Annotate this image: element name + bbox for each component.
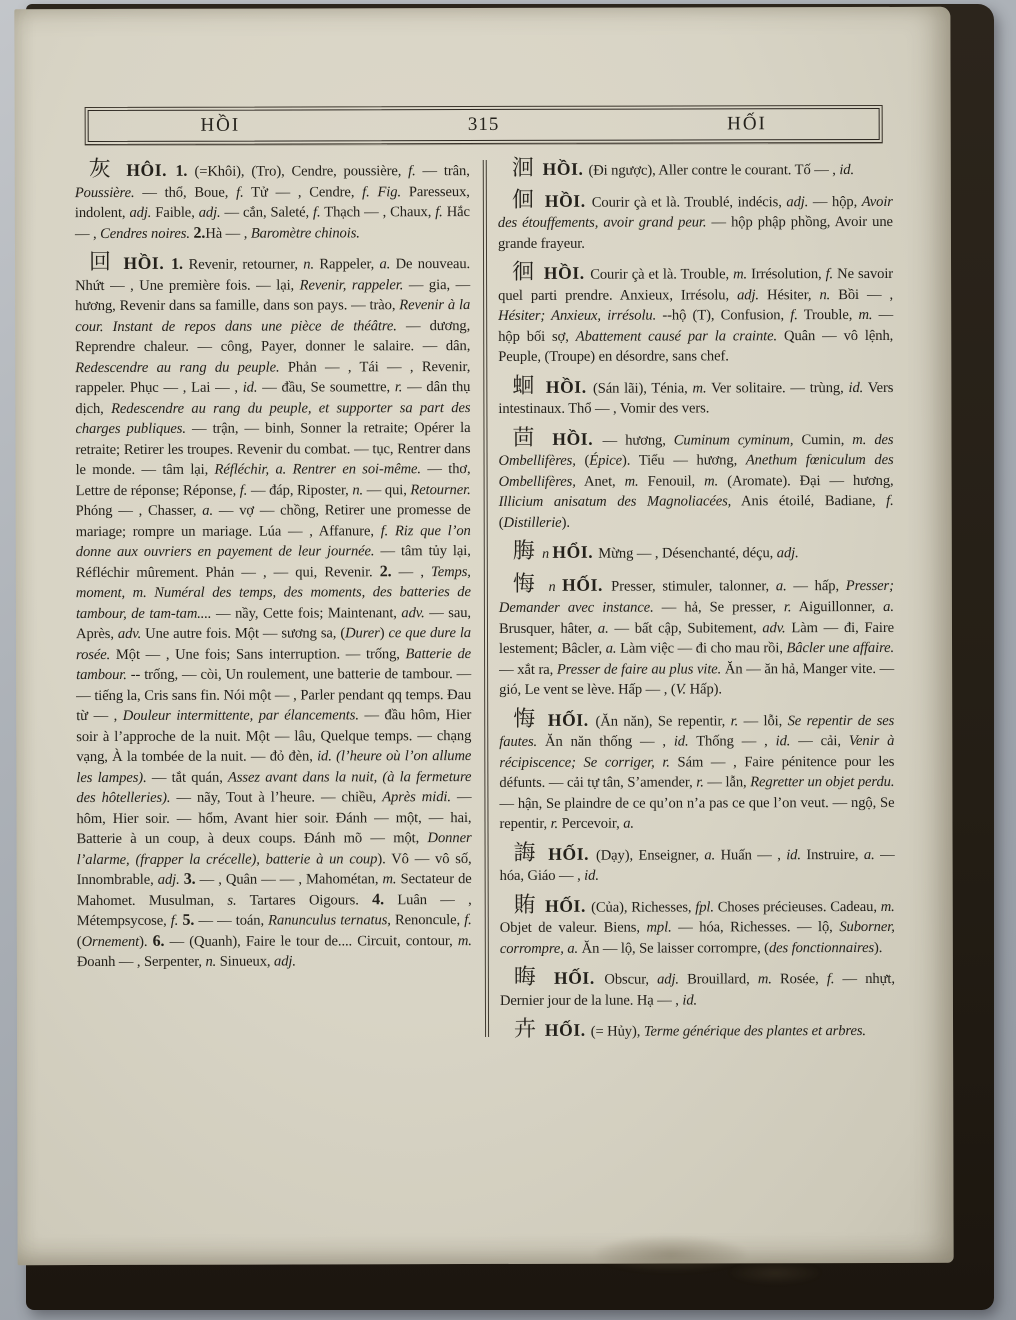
- headword: HỐI.: [540, 709, 596, 730]
- page-content: [14, 7, 953, 1044]
- column-right: [498, 157, 895, 1043]
- dictionary-entry: 蛔 HỒI. (Sán lãi), Ténia, m. Ver solitaire. — trùng, id. Vers intestinaux. Thổ — , Vomir des vers.: [498, 373, 894, 417]
- dictionary-page: [14, 7, 953, 1265]
- headword-character: 晦: [513, 964, 541, 990]
- page-smudge: [596, 1236, 746, 1272]
- dictionary-entry: 灰 HÔI. 1. (=Khôi), (Tro), Cendre, poussière, f. — trân, Poussière. — thổ, Boue, f. Tử — , Cendre, f. Fig. Paresseux, indolent, adj. Faible, adj. — cắn, Saleté, f. Thạch — , Chaux, f. Hắc — , Cendres noires. 2.Hà — , Baromètre chinois.: [74, 156, 470, 242]
- headword-character: 回: [88, 249, 113, 276]
- dictionary-entry: 悔 HỐI. (Ăn năn), Se repentir, r. — lỗi, Se repentir de ses fautes. Ăn năn thống — , id. Thống — , id. — cải, Venir à récipiscence; Se corriger, r. Sám — , Faire pénitence pour les défunts. — cải tự tân, S’amender, r. — lẫn, Regretter un objet perdu. — hận, Se plaindre de ce qu’on n’a pas ce que l’on veut. — ngộ, Se repentir, r. Percevoir, a.: [499, 706, 895, 832]
- headword: HỐI.: [562, 574, 612, 595]
- dictionary-entry: 佪 HỒI. Courir çà et là. Troublé, indécis, adj. — hộp, Avoir des étouffements, avoir grand peur. — hộp phập phồng, Avoir une grande frayeur.: [497, 187, 893, 252]
- headword-character: 蛔: [512, 373, 536, 399]
- headword-character: 悔: [512, 571, 539, 597]
- text-columns: [75, 157, 895, 1044]
- headword: HỐI.: [541, 843, 596, 864]
- headword-character: 悔: [513, 706, 538, 732]
- nom-marker: n: [541, 579, 563, 595]
- headword-character: 徊: [512, 259, 535, 285]
- headword-character: 洄: [511, 155, 534, 181]
- dictionary-entry: 卉 HỐI. (= Hủy), Terme générique des plantes et arbres.: [513, 1016, 866, 1042]
- headword-character: 賄: [513, 892, 536, 918]
- dictionary-entry: 悔 n HỐI. Presser, stimuler, talonner, a. — hấp, Presser; Demander avec instance. — hả, Se presser, r. Aiguillonner, a. Brusquer, hâter, a. — bất cập, Subitement, adv. Làm — đi, Faire lestement; Bâcler, a. Làm việc — đi cho mau rồi, Bâcler une affaire. — xắt ra, Presser de faire au plus vite. Ăn — ăn hả, Manger vite. — gió, Le vent se lève. Hấp — , (V. Hấp).: [498, 571, 895, 698]
- headword: HỒI.: [537, 158, 589, 179]
- running-header: [85, 105, 883, 145]
- headword-character: 茴: [512, 425, 539, 451]
- headword: HỒI.: [538, 190, 592, 211]
- headword-character: 誨: [513, 840, 538, 866]
- dictionary-entry: 徊 HỒI. Courir çà et là. Trouble, m. Irrésolution, f. Ne savoir quel parti prendre. Anxieux, Irrésolu, adj. Hésiter, n. Bồi — , Hésiter; Anxieux, irrésolu. --hộ (T), Confusion, f. Trouble, m. — hộp bối sợ, Abattement causé par la crainte. Quân — vô lệnh, Peuple, (Troupe) en désordre, sans chef.: [498, 259, 894, 365]
- header-left-title: HỒI: [200, 114, 241, 136]
- page-smudge: [730, 1262, 820, 1284]
- headword: HỒI.: [538, 262, 591, 283]
- dictionary-entry: 晦 HỐI. Obscur, adj. Brouillard, m. Rosée, f. — nhựt, Dernier jour de la lune. Hạ — , id.: [499, 964, 895, 1009]
- headword-character: 佪: [511, 187, 535, 213]
- dictionary-entry: 誨 HỐI. (Dạy), Enseigner, a. Huấn — , id. Instruire, a. — hóa, Giáo — , id.: [499, 840, 895, 884]
- column-divider-rule: [483, 160, 489, 1037]
- headword: HỐI.: [539, 895, 592, 916]
- headword: HÔI.: [117, 159, 176, 180]
- dictionary-entry: 茴 HỒI. — hương, Cuminum cyminum, Cumin, m. des Ombellifères, (Épice). Tiểu — hương, Anethum fœniculum des Ombellifères, Anet, m. Fenouil, m. (Aromate). Đại — hương, Illicium anisatum des Magnoliacées, Anis étoilé, Badiane, f. (Distillerie).: [498, 425, 894, 531]
- headword: HỒI.: [539, 376, 593, 397]
- headword: HỒI.: [542, 428, 603, 449]
- headword: HỔI.: [552, 541, 599, 562]
- dictionary-entry: 洄 HỒI. (Đi ngược), Aller contre le courant. Tố — , id.: [511, 155, 855, 181]
- headword: HỒI.: [116, 252, 172, 273]
- headword: HỐI.: [539, 1019, 591, 1040]
- column-left: [75, 158, 472, 1044]
- headword: HỐI.: [544, 967, 605, 988]
- page-number: 315: [467, 113, 500, 136]
- nom-marker: n: [538, 546, 553, 562]
- running-header-inner: [88, 108, 880, 142]
- dictionary-entry: 回 HỒI. 1. Revenir, retourner, n. Rappeler, a. De nouveau. Nhứt — , Une première fois. — lại, Revenir, rappeler. — gia, — hương, Revenir dans sa famille, dans son pays. — trào, Revenir à la cour. Instant de repos dans une pièce de théâtre. — dương, Reprendre chaleur. — công, Payer, donner le salaire. — dân, Redescendre au rang du peuple. Phản — , Tái — , Revenir, rappeler. Phục — , Lai — , id. — đầu, Se soumettre, r. — dân thụ dịch, Redescendre au rang du peuple, et supporter sa part des charges publiques. — trận, — binh, Sonner la retraite; Opérer la retraite; Retirer les troupes. Revenir du combat. — tục, Rentrer dans le monde. — tâm lại, Réfléchir, a. Rentrer en soi-même. — thơ, Lettre de réponse; Réponse, f. — đáp, Riposter, n. — qui, Retourner. Phóng — , Chasser, a. — vợ — chồng, Retirer une promesse de mariage; rompre un mariage. Lúa — , Affanure, f. Riz que l’on donne aux ouvriers en payement de leur journée. — tâm tủy lại, Réfléchir mûrement. Phản — , — qui, Revenir. 2. — , Temps, moment, m. Numéral des temps, des moments, des batteries de tambour, de tam-tam.... — nầy, Cette fois; Maintenant, adv. — sau, Après, adv. Une autre fois. Một — sương sa, (Durer) ce que dure la rosée. Một — , Une fois; Sans interruption. — trống, Batterie de tambour. -- trống, — còi, Un roulement, une batterie de tambour. — — tiếng la, Cris sans fin. Nói một — , Parler pendant qq temps. Đau từ — , Douleur intermittente, par élancements. — đầu hôm, Hier soir à l’approche de la nuit. Một — lâu, Quelque temps. — chạng vạng, À la tombée de la nuit. — đỏ đèn, id. (l’heure où l’on allume les lampes). — tắt quán, Assez avant dans la nuit, (à la fermeture des hôtelleries). — nãy, Tout à l’heure. — chiều, Après midi. — hôm, Hier soir. — hổm, Avant hier soir. Đánh — một, — hai, Batterie à un coup, à deux coups. Đánh mõ — một, Donner l’alarme, (frapper la crécelle), batterie à un coup). Vô — vô số, Innombrable, adj. 3. — , Quân — — , Mahométan, m. Sectateur de Mahomet. Musulman, s. Tartares Oigours. 4. Luân — , Métempsycose, f. 5. — — toán, Ranunculus ternatus, Renoncule, f. (Ornement). 6. — (Quanh), Faire le tour de.... Circuit, contour, m. Đoanh — , Serpenter, n. Sinueux, adj.: [75, 249, 472, 971]
- headword-character: 卉: [513, 1016, 536, 1042]
- dictionary-entry: 脢 n HỔI. Mừng — , Désenchanté, déçu, adj.: [512, 538, 799, 564]
- dictionary-entry: 賄 HỐI. (Của), Richesses, fpl. Choses précieuses. Cadeau, m. Objet de valeur. Biens, mpl. — hóa, Richesses. — lộ, Suborner, corrompre, a. Ăn — lộ, Se laisser corrompre, (des fonctionnaires).: [499, 892, 895, 957]
- header-right-title: HỐI: [727, 113, 767, 135]
- headword-character: 脢: [512, 538, 535, 564]
- headword-character: 灰: [88, 156, 115, 183]
